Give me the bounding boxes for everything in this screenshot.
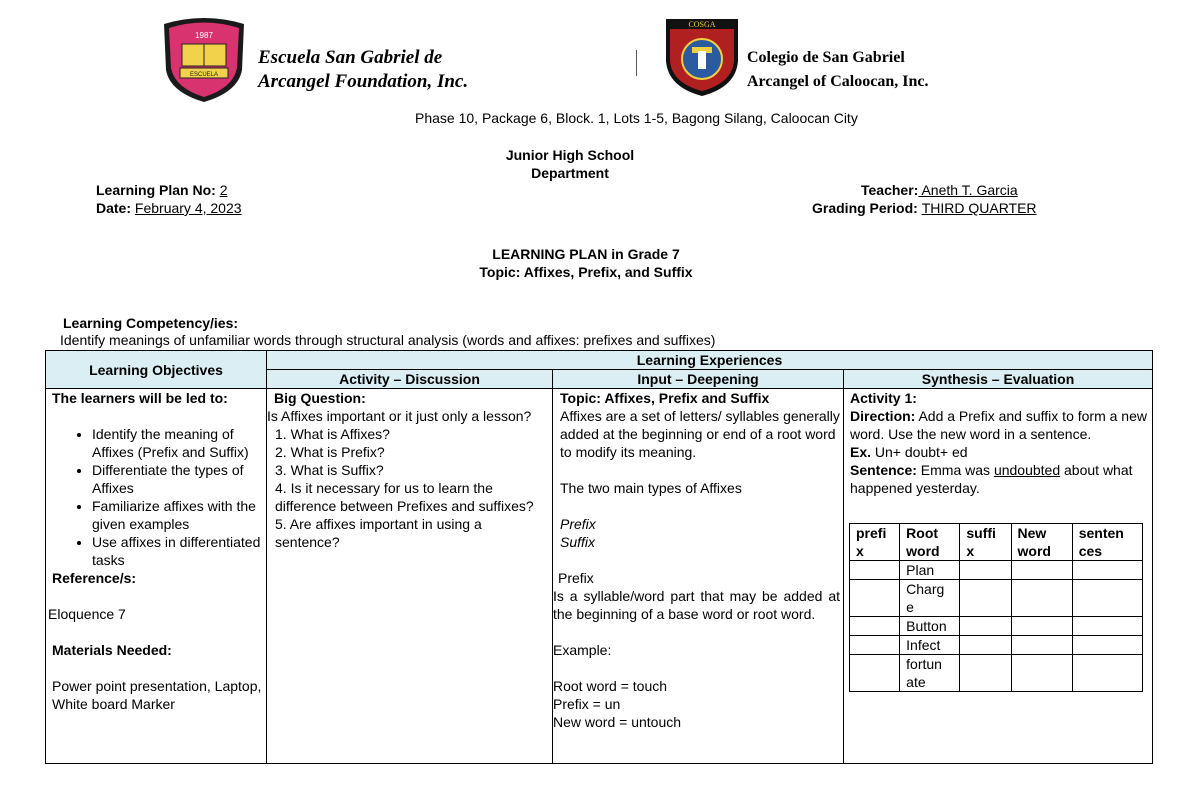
grid-root-word: fortun ate — [900, 655, 960, 692]
big-question-label: Big Question: — [274, 390, 366, 406]
grid-root-word: Infect — [900, 636, 960, 655]
date-value: February 4, 2023 — [134, 200, 242, 216]
activity-discussion-header: Activity – Discussion — [267, 370, 553, 389]
example-item: Root word = touch — [553, 678, 668, 694]
example-item: Prefix = un — [553, 696, 621, 712]
teacher-value: Aneth T. Garcia — [918, 182, 1018, 198]
objective-item: • Familiarize affixes with the given examples — [92, 497, 263, 533]
affixes-definition: Affixes are a set of letters/ syllables generally added at the beginning or end of a root word to modify its meaning. — [560, 408, 840, 460]
grid-header-sentences: senten ces — [1072, 524, 1142, 561]
right-logo-text: COSGA — [688, 20, 716, 29]
school-address: Phase 10, Package 6, Block. 1, Lots 1-5, Bagong Silang, Caloocan City — [415, 110, 858, 126]
question-item: 3. What is Suffix? — [275, 462, 384, 478]
learning-plan-table — [45, 350, 1153, 764]
department-heading — [470, 146, 670, 182]
plan-no-label: Learning Plan No: — [96, 182, 216, 198]
affix-activity-grid — [849, 523, 1143, 692]
experiences-header: Learning Experiences — [267, 351, 1153, 370]
direction-text: Add a Prefix and suffix to form a new word. Use the new word in a sentence. — [850, 408, 1147, 442]
synthesis-cell — [844, 389, 1153, 764]
grading-period-value: THIRD QUARTER — [921, 200, 1037, 216]
grid-root-word: Charg e — [900, 580, 960, 617]
grading-period-label: Grading Period: — [812, 200, 918, 216]
activity-title: Activity 1: — [850, 390, 917, 406]
left-school-name-line2: Arcangel Foundation, Inc. — [258, 71, 469, 92]
grid-header-prefix: prefi x — [850, 524, 900, 561]
competency-label: Learning Competency/ies: — [63, 315, 239, 331]
plan-info-left — [96, 181, 242, 217]
objective-item: • Differentiate the types of Affixes — [92, 461, 263, 497]
example-item: New word = untouch — [553, 714, 682, 730]
right-school-name-line2: Arcangel of Caloocan, Inc. — [747, 73, 929, 90]
question-item: 2. What is Prefix? — [275, 444, 385, 460]
grid-header-new-word: New word — [1011, 524, 1072, 561]
grid-row — [850, 617, 1143, 636]
right-school-logo — [662, 17, 742, 97]
objective-item: • Identify the meaning of Affixes (Prefix and Suffix) — [92, 425, 263, 461]
teacher-label: Teacher: — [861, 182, 919, 198]
objectives-list — [52, 425, 263, 569]
affix-type-item: Prefix — [560, 516, 596, 532]
example-label: Example: — [553, 642, 612, 658]
materials-value: Power point presentation, Laptop, White board Marker — [52, 678, 262, 712]
department-line2: Department — [531, 165, 609, 181]
left-logo-label: ESCUELA — [189, 72, 219, 78]
objectives-header: Learning Objectives — [46, 351, 267, 389]
prefix-title: Prefix — [558, 570, 594, 586]
grid-root-word: Plan — [900, 561, 960, 580]
objectives-cell — [46, 389, 267, 764]
references-value: Eloquence 7 — [48, 606, 126, 622]
question-item: 1. What is Affixes? — [275, 426, 390, 442]
plan-title-line2: Topic: Affixes, Prefix, and Suffix — [479, 264, 693, 280]
affix-type-item: Suffix — [560, 534, 596, 550]
example-ex-text: Un+ doubt+ ed — [871, 444, 968, 460]
question-item: 5. Are affixes important in using a sentence? — [275, 516, 482, 550]
right-school-name — [747, 46, 928, 94]
sentence-post: about what happened yesterday. — [850, 462, 1133, 496]
affix-types-intro: The two main types of Affixes — [560, 480, 742, 496]
objectives-lead: The learners will be led to: — [52, 390, 228, 406]
sentence-word: undoubted — [993, 462, 1061, 478]
question-item: 4. Is it necessary for us to learn the difference between Prefixes and suffixes? — [275, 480, 534, 514]
sentence-label: Sentence: — [850, 462, 917, 478]
input-topic: Topic: Affixes, Prefix and Suffix — [560, 390, 770, 406]
objective-item: • Use affixes in differentiated tasks — [92, 533, 263, 569]
plan-no-value: 2 — [219, 182, 228, 198]
grid-header-suffix: suffi x — [960, 524, 1011, 561]
grid-row — [850, 655, 1143, 692]
references-label: Reference/s: — [52, 570, 137, 586]
example-ex-label: Ex. — [850, 444, 872, 460]
left-school-name — [258, 46, 468, 94]
header-divider — [636, 50, 637, 76]
right-school-name-line1: Colegio de San Gabriel — [747, 49, 905, 66]
plan-title-line1: LEARNING PLAN in Grade 7 — [492, 246, 680, 262]
big-question-text: Is Affixes important or it just only a lesson? — [267, 408, 532, 424]
date-label: Date: — [96, 200, 132, 216]
grid-row — [850, 561, 1143, 580]
synthesis-evaluation-header: Synthesis – Evaluation — [844, 370, 1153, 389]
left-school-logo — [150, 10, 258, 106]
left-logo-year: 1987 — [195, 31, 213, 40]
materials-label: Materials Needed: — [52, 642, 172, 658]
grid-root-word: Button — [900, 617, 960, 636]
grid-row — [850, 636, 1143, 655]
plan-info-right — [812, 181, 1118, 217]
prefix-definition: Is a syllable/word part that may be added at the beginning of a base word or root word. — [553, 588, 840, 622]
sentence-pre: Emma was — [916, 462, 994, 478]
left-school-name-line1: Escuela San Gabriel de — [258, 47, 443, 68]
plan-title — [386, 245, 786, 281]
input-cell — [553, 389, 844, 764]
activity-cell — [267, 389, 553, 764]
competency-text: Identify meanings of unfamiliar words through structural analysis (words and affixes: prefixes and suffixes) — [60, 332, 716, 348]
grid-row — [850, 580, 1143, 617]
direction-label: Direction: — [850, 408, 916, 424]
input-deepening-header: Input – Deepening — [553, 370, 844, 389]
department-line1: Junior High School — [505, 147, 635, 163]
grid-header-root-word: Root word — [900, 524, 960, 561]
